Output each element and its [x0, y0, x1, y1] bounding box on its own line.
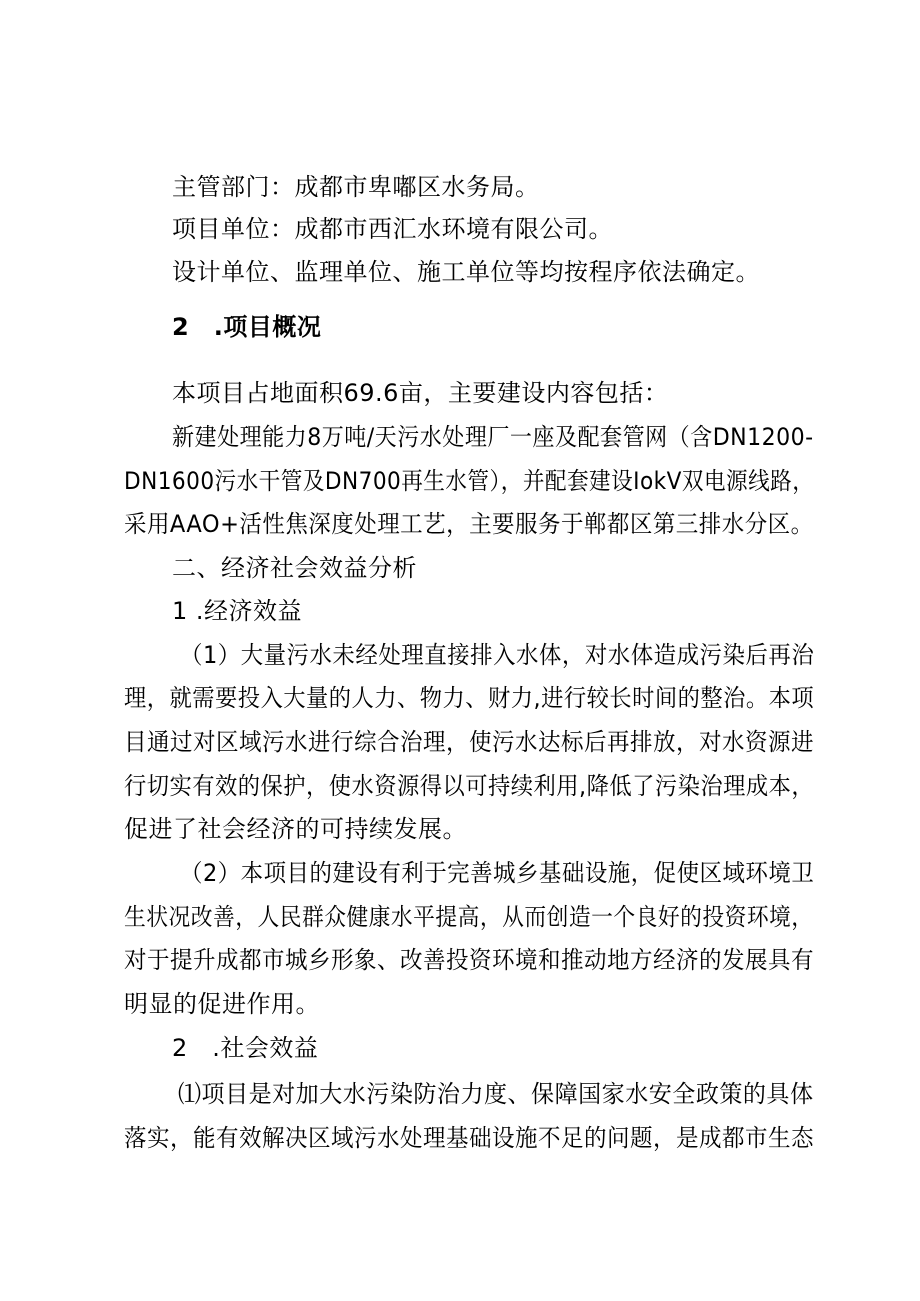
- text-line-project-unit: 项目单位：成都市西汇水环境有限公司。: [172, 215, 613, 243]
- text-line-design-unit: 设计单位、监理单位、施工单位等均按程序依法确定。: [172, 258, 760, 286]
- paragraph-line: DN1600污水干管及DN700再生水管），并配套建设IokV双电源线路，: [124, 467, 815, 495]
- paragraph-line: （2）本项目的建设有利于完善城乡基础设施，促使区域环境卫: [180, 859, 815, 887]
- paragraph-line: 促进了社会经济的可持续发展。: [124, 815, 467, 843]
- text-line-supervisor: 主管部门：成都市卑嘟区水务局。: [172, 173, 540, 201]
- subsection-heading-economic: 1 .经济效益: [172, 597, 303, 625]
- paragraph-line: ⑴项目是对加大水污染防治力度、保障国家水安全政策的具体: [178, 1080, 814, 1108]
- section-heading-project-overview: 2 .项目概况: [172, 313, 322, 341]
- paragraph-line: 目通过对区域污水进行综合治理，使污水达标后再排放，对水资源进: [124, 728, 815, 756]
- paragraph-line: 落实，能有效解决区域污水处理基础设施不足的问题，是成都市生态: [124, 1124, 815, 1152]
- text-line-area: 本项目占地面积69.6亩，主要建设内容包括：: [172, 379, 669, 407]
- paragraph-line: 生状况改善，人民群众健康水平提高，从而创造一个良好的投资环境，: [124, 903, 814, 931]
- subsection-heading-social: 2 .社会效益: [172, 1034, 319, 1062]
- paragraph-line: 采用AAO+活性焦深度处理工艺，主要服务于郸都区第三排水分区。: [124, 510, 814, 538]
- paragraph-line: 新建处理能力8万吨/天污水处理厂一座及配套管网（含DN1200-: [172, 423, 814, 451]
- paragraph-line: 行切实有效的保护，使水资源得以可持续利用,降低了污染治理成本，: [124, 772, 815, 800]
- paragraph-line: 对于提升成都市城乡形象、改善投资环境和推动地方经济的发展具有: [124, 946, 815, 974]
- section-heading-benefits: 二、经济社会效益分析: [172, 554, 417, 582]
- paragraph-line: 理，就需要投入大量的人力、物力、财力,进行较长时间的整治。本项: [124, 684, 815, 712]
- paragraph-line: （1）大量污水未经处理直接排入水体，对水体造成污染后再治: [180, 641, 815, 669]
- paragraph-line: 明显的促进作用。: [124, 990, 320, 1018]
